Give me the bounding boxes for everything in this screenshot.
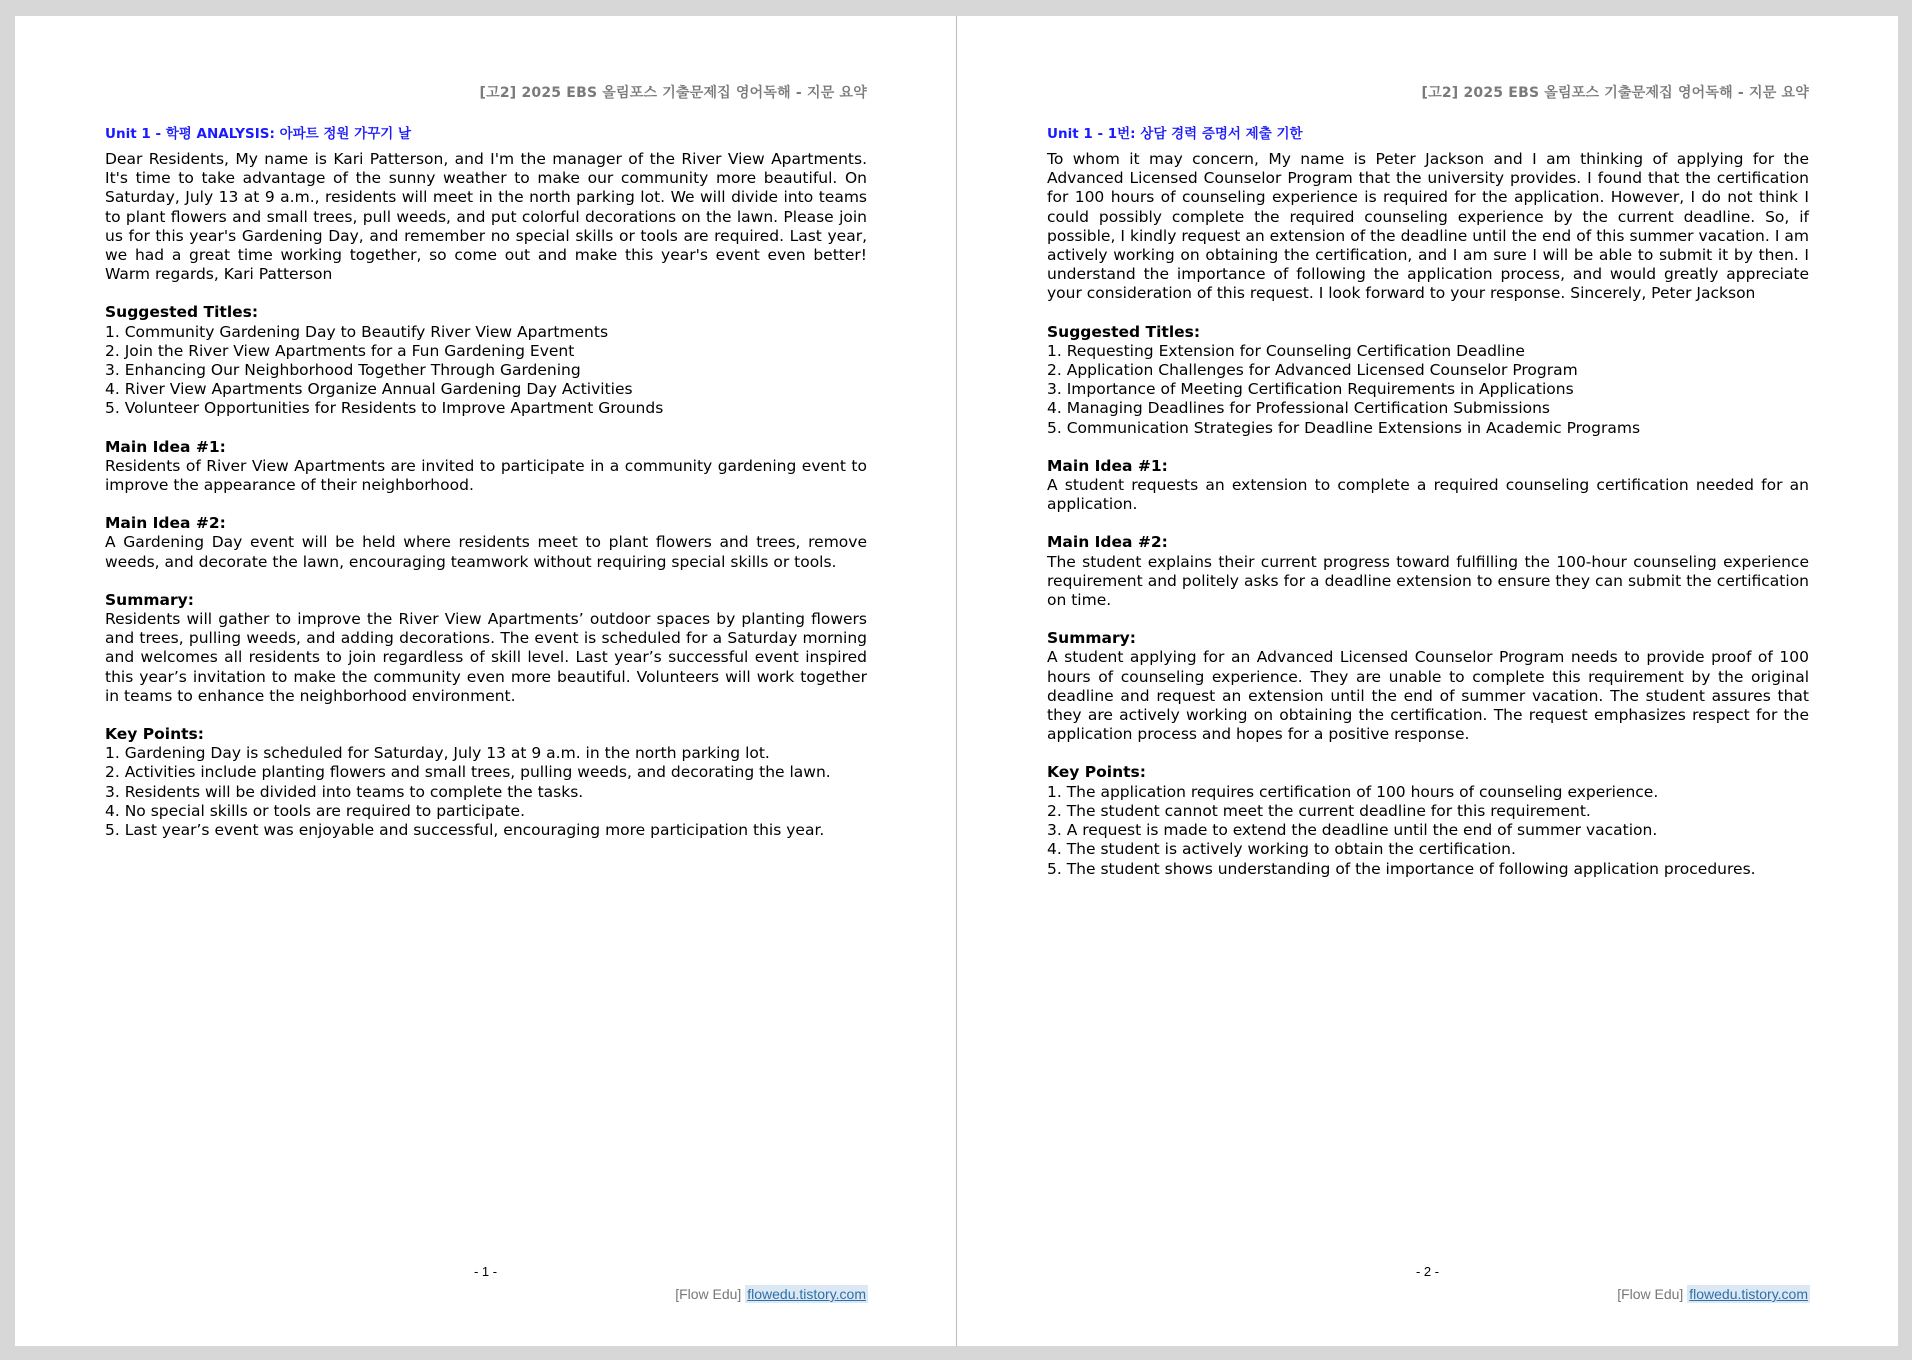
section-heading: Suggested Titles: — [105, 303, 259, 322]
unit-title: Unit 1 - 학평 ANALYSIS: 아파트 정원 가꾸기 날 — [105, 126, 412, 142]
list-item: 3. Enhancing Our Neighborhood Together Through Gardening — [105, 361, 581, 380]
page-header: [고2] 2025 EBS 올림포스 기출문제집 영어독해 - 지문 요약 — [479, 85, 867, 101]
page-footer — [675, 1286, 868, 1302]
section-heading: Main Idea #1: — [105, 437, 226, 456]
main-idea-text: A Gardening Day event will be held where residents meet to plant flowers and trees, remove weeds, and decorate the lawn, encouraging teamwork without requiring special skills or tools. — [105, 533, 867, 571]
list-item: 5. Volunteer Opportunities for Residents to Improve Apartment Grounds — [105, 399, 664, 418]
suggested-titles-section — [1047, 323, 1809, 438]
page-content — [105, 82, 867, 840]
main-idea-text: The student explains their current progress toward fulfilling the 100-hour counseling experience requirement and politely asks for a deadline extension to ensure they can submit the certification on time. — [1047, 552, 1809, 610]
page-number: - 2 - — [1415, 1264, 1440, 1279]
key-points-list — [105, 744, 867, 840]
summary-text: Residents will gather to improve the River View Apartments’ outdoor spaces by planting flowers and trees, pulling weeds, and adding decorations. The event is scheduled for a Saturday morning and welcomes all residents to join regardless of skill level. Last year’s successful event inspired this year’s invitation to make the community even more beautiful. Volunteers will work together in teams to enhance the neighborhood environment. — [105, 610, 867, 705]
unit-title: Unit 1 - 1번: 상담 경력 증명서 제출 기한 — [1047, 126, 1303, 142]
list-item: 1. Requesting Extension for Counseling Certification Deadline — [1047, 341, 1525, 360]
main-idea-2-section — [105, 514, 867, 572]
list-item: 1. Gardening Day is scheduled for Saturday, July 13 at 9 a.m. in the north parking lot. — [105, 744, 770, 763]
list-item: 5. Communication Strategies for Deadline Extensions in Academic Programs — [1047, 418, 1641, 437]
suggested-titles-section — [105, 303, 867, 418]
main-idea-1-section — [1047, 457, 1809, 515]
list-item: 1. The application requires certification of 100 hours of counseling experience. — [1047, 782, 1659, 801]
main-idea-text: Residents of River View Apartments are invited to participate in a community gardening event to improve the appearance of their neighborhood. — [105, 456, 867, 495]
main-idea-1-section — [105, 438, 867, 496]
page-footer — [1617, 1286, 1810, 1302]
main-idea-2-section — [1047, 533, 1809, 610]
list-item: 4. Managing Deadlines for Professional Certification Submissions — [1047, 399, 1551, 418]
list-item: 3. Residents will be divided into teams to complete the tasks. — [105, 782, 584, 801]
list-item: 3. A request is made to extend the deadline until the end of summer vacation. — [1047, 821, 1658, 840]
list-item: 2. Join the River View Apartments for a Fun Gardening Event — [105, 341, 575, 360]
footer-brand: [Flow Edu] — [675, 1286, 742, 1302]
section-heading: Key Points: — [1047, 763, 1146, 782]
list-item: 5. Last year’s event was enjoyable and successful, encouraging more participation this year. — [105, 821, 825, 840]
list-item: 1. Community Gardening Day to Beautify River View Apartments — [105, 322, 609, 341]
list-item: 2. The student cannot meet the current deadline for this requirement. — [1047, 801, 1591, 820]
key-points-list — [1047, 783, 1809, 879]
passage-text: To whom it may concern, My name is Peter Jackson and I am thinking of applying for the Advanced Licensed Counselor Program that the university provides. I found that the certification for 100 hours of counseling experience is required for the application. However, I do not think I could possibly complete the required counseling experience by the current deadline. So, if possible, I kindly request an extension of the deadline until the end of this summer vacation. I am actively working on obtaining the certification, and I am sure I will be able to submit it by then. I understand the importance of following the application process, and would greatly appreciate your consideration of this request. I look forward to your response. Sincerely, Peter Jackson — [1047, 150, 1809, 303]
list-item: 4. No special skills or tools are required to participate. — [105, 801, 525, 820]
key-points-section — [105, 725, 867, 840]
document-page-1 — [15, 16, 956, 1346]
list-item: 3. Importance of Meeting Certification Requirements in Applications — [1047, 380, 1574, 399]
section-heading: Key Points: — [105, 725, 204, 744]
document-page-2 — [957, 16, 1898, 1346]
list-item: 4. River View Apartments Organize Annual Gardening Day Activities — [105, 380, 633, 399]
main-idea-text: A student requests an extension to complete a required counseling certification needed for an application. — [1047, 476, 1809, 514]
footer-brand: [Flow Edu] — [1617, 1286, 1684, 1302]
page-header: [고2] 2025 EBS 올림포스 기출문제집 영어독해 - 지문 요약 — [1421, 85, 1809, 101]
list-item: 5. The student shows understanding of the importance of following application procedures. — [1047, 859, 1756, 878]
titles-list — [105, 323, 867, 419]
footer-link[interactable]: flowedu.tistory.com — [1689, 1286, 1808, 1302]
section-heading: Summary: — [1047, 629, 1136, 648]
page-number: - 1 - — [473, 1264, 498, 1279]
list-item: 2. Application Challenges for Advanced Licensed Counselor Program — [1047, 361, 1578, 380]
passage-text: Dear Residents, My name is Kari Patterson, and I'm the manager of the River View Apartments. It's time to take advantage of the sunny weather to make our community more beautiful. On Saturday, July 13 at 9 a.m., residents will meet in the north parking lot. We will divide into teams to plant flowers and small trees, pull weeds, and put colorful decorations on the lawn. Please join us for this year's Gardening Day, and remember no special skills or tools are required. Last year, we had a great time working together, so come out and make this year's event even better! Warm regards, Kari Patterson — [105, 150, 867, 284]
footer-link[interactable]: flowedu.tistory.com — [747, 1286, 866, 1302]
section-heading: Summary: — [105, 590, 194, 609]
list-item: 2. Activities include planting flowers and small trees, pulling weeds, and decorating the lawn. — [105, 763, 831, 782]
list-item: 4. The student is actively working to obtain the certification. — [1047, 840, 1516, 859]
section-heading: Main Idea #2: — [1047, 533, 1168, 552]
summary-section — [105, 591, 867, 706]
titles-list — [1047, 342, 1809, 438]
page-content — [1047, 82, 1809, 879]
summary-text: A student applying for an Advanced Licensed Counselor Program needs to provide proof of 100 hours of counseling experience. They are unable to complete this requirement by the original deadline and request an extension until the end of summer vacation. The student assures that they are actively working on obtaining the certification. The request emphasizes respect for the application process and hopes for a positive response. — [1047, 648, 1809, 744]
section-heading: Main Idea #2: — [105, 514, 226, 533]
section-heading: Main Idea #1: — [1047, 456, 1168, 475]
key-points-section — [1047, 763, 1809, 878]
section-heading: Suggested Titles: — [1047, 322, 1201, 341]
summary-section — [1047, 629, 1809, 744]
